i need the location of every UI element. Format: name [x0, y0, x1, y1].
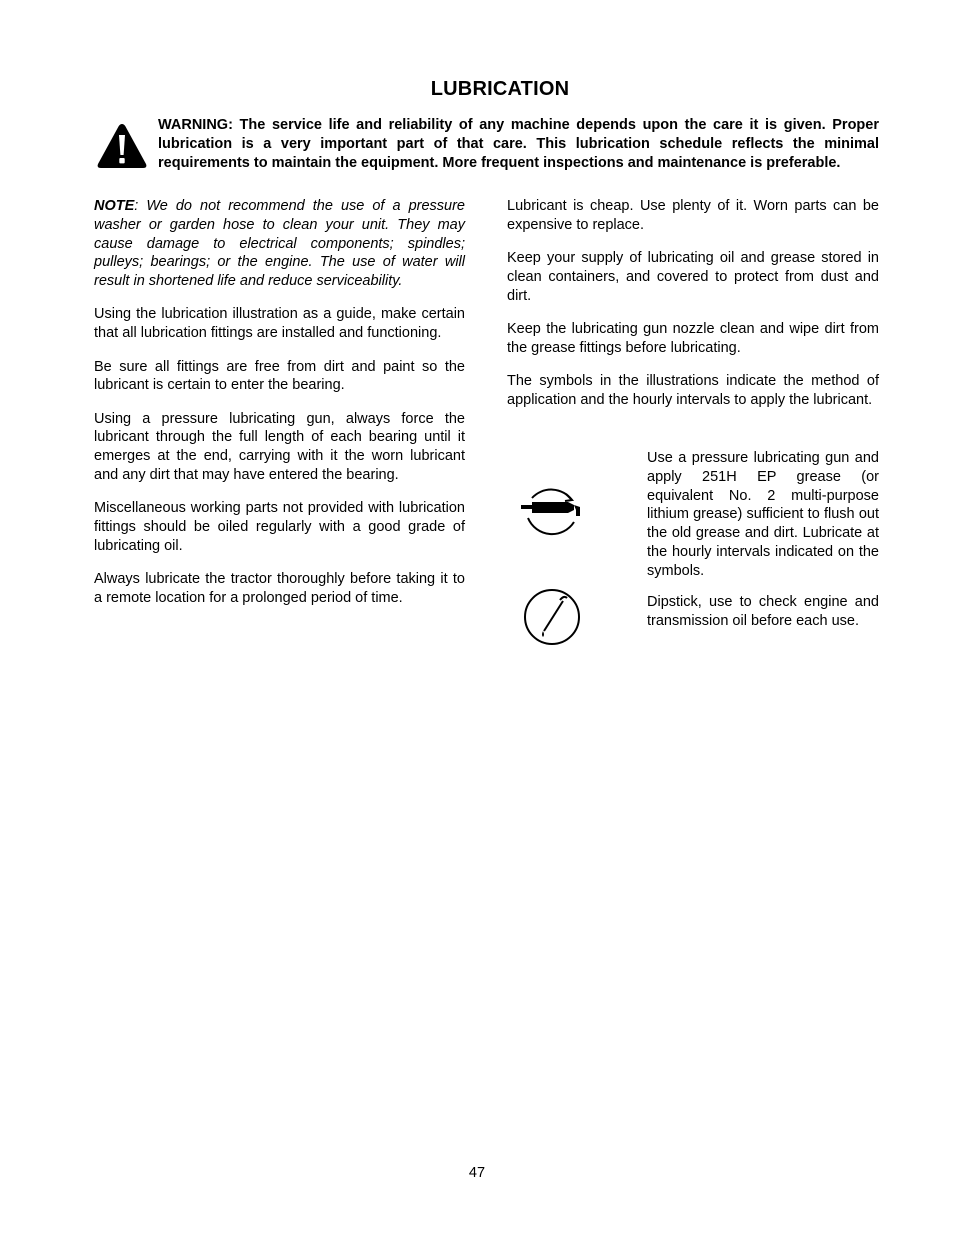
- page-number: 47: [468, 1165, 486, 1181]
- note-text: : We do not recommend the use of a pressure washer or garden hose to clean your unit. They may cause damage to electrical components; spindles; pulleys; bearings; or the engine. The use of water will result in shortened life and reduce serviceability.: [94, 198, 465, 290]
- page-title: LUBRICATION: [430, 78, 570, 100]
- warning-triangle-icon: [96, 122, 148, 170]
- right-column: [507, 197, 879, 424]
- grease-gun-icon: [518, 488, 584, 548]
- dipstick-description: Dipstick, use to check engine and transmission oil before each use.: [647, 594, 879, 629]
- paragraph: Using the lubrication illustration as a guide, make certain that all lubrication fittings are installed and functioning.: [94, 306, 465, 342]
- dipstick-icon: [522, 587, 582, 647]
- left-column: [94, 197, 465, 622]
- warning-text: WARNING: The service life and reliability of any machine depends upon the care it is given. Proper lubrication is a very important part of that care. This lubrication schedule reflects the minimal requirements to maintain the equipment. More frequent inspections and maintenance is preferable.: [158, 117, 879, 171]
- paragraph: Keep the lubricating gun nozzle clean and wipe dirt from the grease fittings before lubricating.: [507, 320, 879, 356]
- paragraph: Always lubricate the tractor thoroughly before taking it to a remote location for a prolonged period of time.: [94, 571, 465, 607]
- grease-gun-description: Use a pressure lubricating gun and apply 251H EP grease (or equivalent No. 2 multi-purpose lithium grease) sufficient to flush out the old grease and dirt. Lubricate at the hourly intervals indicated on the symbols.: [647, 450, 879, 579]
- paragraph: Keep your supply of lubricating oil and grease stored in clean containers, and covered to protect from dust and dirt.: [507, 250, 879, 304]
- note-paragraph: [94, 197, 465, 291]
- paragraph: Lubricant is cheap. Use plenty of it. Worn parts can be expensive to replace.: [507, 198, 879, 233]
- paragraph: Be sure all fittings are free from dirt and paint so the lubricant is certain to enter the bearing.: [94, 358, 465, 394]
- note-label: NOTE: [94, 198, 135, 214]
- paragraph: Miscellaneous working parts not provided with lubrication fittings should be oiled regularly with a good grade of lubricating oil.: [94, 500, 465, 554]
- paragraph: The symbols in the illustrations indicate the method of application and the hourly intervals to apply the lubricant.: [507, 373, 879, 408]
- paragraph: Using a pressure lubricating gun, always force the lubricant through the full length of each bearing until it emerges at the end, carrying with it the worn lubricant and any dirt that may have entered the bearing.: [94, 410, 465, 484]
